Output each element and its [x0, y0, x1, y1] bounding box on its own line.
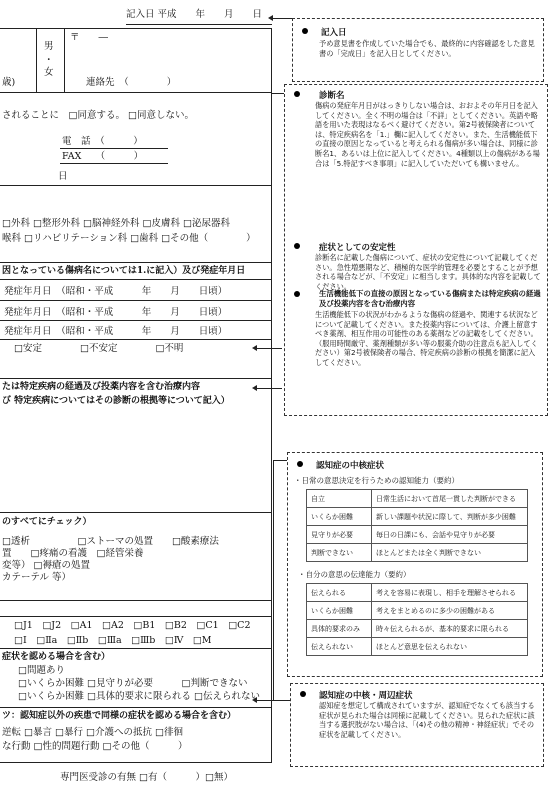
age-suffix: 歳)	[2, 77, 16, 88]
specialist-visit: 専門医受診の有無 □有（ ）□無）	[60, 772, 233, 783]
onset-date-1: 発症年月日 （昭和・平成 年 月 日頃）	[4, 286, 228, 297]
note-dementia-core-title: 認知症の中核症状	[316, 461, 385, 471]
note-dementia-symptoms-title: 認知症の中核・周辺症状	[319, 691, 413, 701]
note-stability-title: 症状としての安定性	[319, 243, 396, 253]
symptom-row-1: □問題あり	[18, 665, 65, 676]
note-dementia-core	[287, 452, 543, 677]
note-entry-date-title: 記入日	[321, 28, 347, 38]
department-row-2: 喉科 □リハビリテーション科 □歯科 □その他（ ）	[2, 233, 256, 244]
decision-ability-heading: ・日常の意思決定を行うための認知能力（要約）	[294, 476, 459, 485]
treatment-row-3: 変等） □褥瘡の処置	[2, 560, 90, 571]
table-cell: 自立	[307, 490, 372, 508]
check-heading: のすべてにチェック）	[2, 517, 92, 527]
contact-field: 連絡先 （ ）	[86, 77, 177, 88]
phone-field: 電 話 （ ）	[62, 136, 143, 147]
table-cell: 新しい課題や状況に際して、判断が多少困難	[372, 508, 528, 526]
postal-code: 〒 ―	[70, 32, 109, 43]
note-diagnosis-title: 診断名	[319, 91, 345, 101]
note-diagnosis-body: 傷病の発症年月日がはっきりしない場合は、おおよその年月日を記入してください。全く不明の場合は「不詳」としてください。英語や略語を用いた表現はなるべく避けてください。第2号被保険者については、特定疾病名を「1.」欄に記入してください。また、生活機能低下の直接の原因となっていると考えられる傷病が多い場合は、同様に診断名1、あるいは上位に記入してください。4種類以上の傷病がある場合は「5.特記すべき事項」に記入していただいても構いません。	[315, 101, 540, 168]
note-diagnosis-group	[284, 84, 548, 416]
table-cell: ほとんど意思を伝えられない	[372, 638, 528, 656]
stability-options: □安定 □不安定 □不明	[14, 343, 184, 354]
other-symptom-heading: ツ：認知症以外の疾患で同様の症状を認める場合を含む）	[2, 711, 237, 721]
note-dementia-symptoms-body: 認知症を想定して構成されていますが、認知症でなくても該当する症状が見られた場合は同様に記載してください。見られた症状に該当する選択肢がない場合は、「(4)その他の精神・神経症状」でその症状を記載してください。	[319, 701, 535, 739]
note-entry-date-body: 予め意見書を作成していた場合でも、最終的に内容確認をした意見書の「完成日」を記入日としてください。	[319, 39, 535, 58]
note-course-title: 生活機能低下の直接の原因となっている傷病または特定疾病の経過及び投薬内容を含む治療内容	[319, 289, 541, 308]
fax-field: FAX （ ）	[62, 151, 144, 162]
table-cell: いくらか困難	[307, 602, 372, 620]
table-cell: 見守りが必要	[307, 526, 372, 544]
onset-date-2: 発症年月日 （昭和・平成 年 月 日頃）	[4, 307, 228, 318]
independence-level-2: □Ⅰ □Ⅱa □Ⅱb □Ⅲa □Ⅲb □Ⅳ □M	[14, 635, 212, 646]
treatment-row-1: □透析 □ストーマの処置 □酸素療法	[2, 536, 219, 547]
note-stability-body: 診断名に記載した傷病について、症状の安定性について記載してください。急性増悪期など、積極的な医学的管理を必要とすることが予想される場合などが、「不安定」に相当します。具体的な内容を記載してください。	[315, 253, 541, 291]
opinion-form	[0, 0, 272, 805]
table-cell: ほとんどまたは全く判断できない	[372, 544, 528, 562]
behavior-row-2: な行動 □性的問題行動 □その他（ ）	[2, 741, 188, 752]
note-dementia-symptoms	[290, 683, 544, 767]
symptom-heading: 症状を認める場合を含む）	[2, 652, 111, 662]
table-cell: 伝えられない	[307, 638, 372, 656]
table-cell: 具体的要求のみ	[307, 620, 372, 638]
communication-ability-heading: ・自分の意思の伝達能力（要約）	[298, 570, 411, 579]
decision-ability-table	[306, 489, 528, 562]
symptom-row-2: □いくらか困難 □見守りが必要 □判断できない	[18, 678, 248, 689]
treatment-row-2: 置 □疼痛の看護 □経管栄養	[2, 548, 144, 559]
consent-row: されることに □同意する。 □同意しない。	[2, 110, 194, 121]
table-cell: 考えをまとめるのに多少の困難がある	[372, 602, 528, 620]
table-cell: 時々伝えられるが、基本的要求に限られる	[372, 620, 528, 638]
treatment-row-4: カテーテル 等）	[2, 572, 72, 583]
symptom-row-3: □いくらか困難 □具体的要求に限られる □伝えられない	[18, 691, 260, 702]
table-cell: 日常生活において首尾一貫した判断ができる	[372, 490, 528, 508]
communication-ability-table	[306, 583, 528, 656]
day-label: 日	[58, 171, 68, 182]
note-course-body: 生活機能低下の状況がわかるような傷病の経過や、関連する状況などについて記載してください。また投薬内容については、介護上留意すべき薬剤、相互作用の可能性のある薬剤などの記載をしてください。（服用時間厳守、薬剤種類が多い等の服薬介助の注意点も記入してください）第2号被保険者の場合、特定疾病の診断の根拠を簡潔に記入してください。	[315, 310, 538, 367]
note-entry-date	[292, 18, 544, 82]
sex-female: 女	[44, 67, 54, 78]
independence-level-1: □J1 □J2 □A1 □A2 □B1 □B2 □C1 □C2	[14, 620, 251, 631]
course-heading-2: び 特定疾病についてはその診断の根拠等について記入）	[2, 396, 230, 406]
sex-dot: ・	[44, 55, 54, 66]
table-cell: いくらか困難	[307, 508, 372, 526]
entry-date-label: 記入日 平成 年 月 日	[126, 9, 263, 20]
onset-date-3: 発症年月日 （昭和・平成 年 月 日頃）	[4, 326, 228, 337]
sex-male: 男	[44, 41, 54, 52]
table-cell: 考えを容易に表現し、相手を理解させられる	[372, 584, 528, 602]
diagnosis-heading: 因となっている傷病名については1.に記入）及び発症年月日	[2, 266, 246, 276]
table-cell: 毎日の日課にも、会話や見守りが必要	[372, 526, 528, 544]
behavior-row-1: 逆転 □暴言 □暴行 □介護への抵抗 □徘徊	[2, 727, 183, 738]
course-heading-1: たは特定疾病の経過及び投薬内容を含む治療内容	[2, 382, 201, 392]
table-cell: 判断できない	[307, 544, 372, 562]
department-row-1: □外科 □整形外科 □脳神経外科 □皮膚科 □泌尿器科	[2, 218, 230, 229]
table-cell: 伝えられる	[307, 584, 372, 602]
